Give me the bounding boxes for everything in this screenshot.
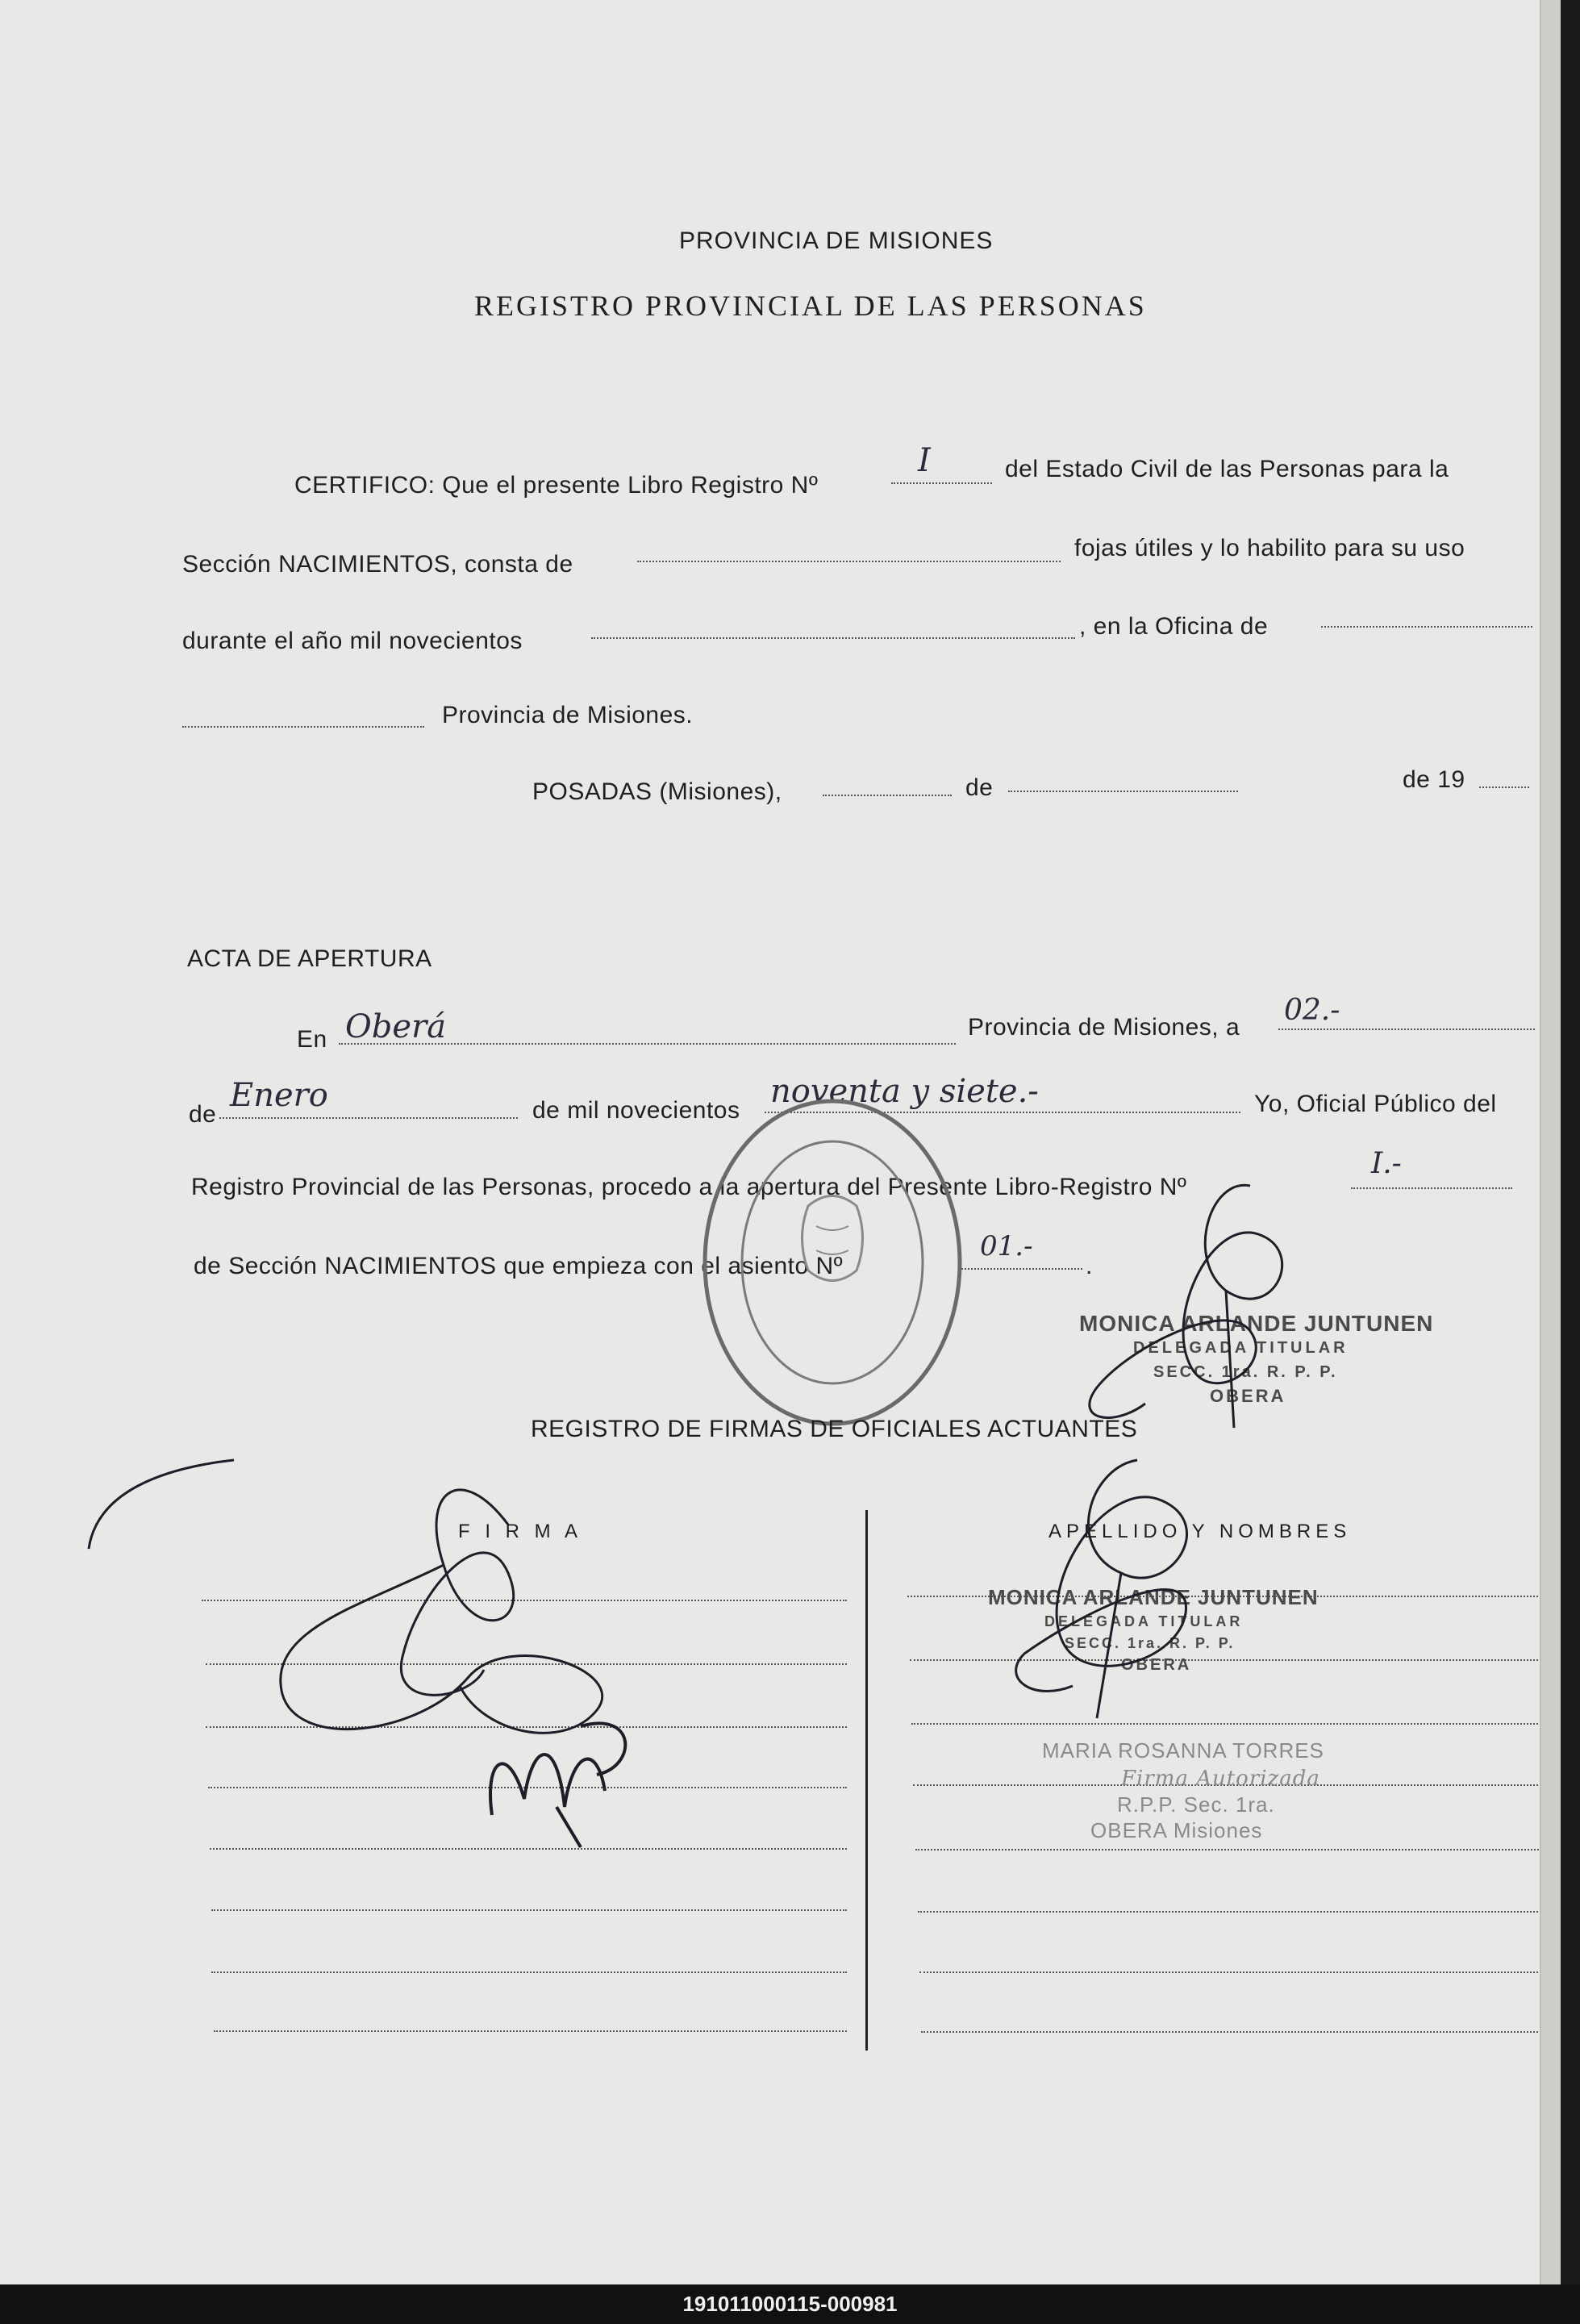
dotted-line xyxy=(1278,1028,1535,1030)
dotted-line xyxy=(891,482,992,484)
col-firma-header: F I R M A xyxy=(458,1521,583,1542)
dotted-line xyxy=(1008,791,1238,792)
acta-l2-c: Yo, Oficial Público del xyxy=(1254,1091,1497,1117)
dotted-line xyxy=(1321,626,1532,628)
firma-row xyxy=(214,2030,847,2032)
handwritten-month: Enero xyxy=(230,1077,328,1114)
cert-line3-a: durante el año mil novecientos xyxy=(182,628,523,654)
dotted-line xyxy=(1479,786,1529,788)
dotted-line xyxy=(637,561,1061,562)
acta-l4-a: de Sección NACIMIENTOS que empieza con el asiento Nº xyxy=(194,1253,844,1279)
names-row xyxy=(921,2031,1545,2033)
acta-l2-b: de mil novecientos xyxy=(532,1097,740,1124)
cert-line3-b: , en la Oficina de xyxy=(1079,613,1269,640)
acta-l1-a: En xyxy=(297,1026,327,1053)
province-heading: PROVINCIA DE MISIONES xyxy=(679,227,994,254)
registry-heading: REGISTRO PROVINCIAL DE LAS PERSONAS xyxy=(474,290,1147,322)
stamp-row2-name: MARIA ROSANNA TORRES xyxy=(1042,1738,1324,1763)
stamp-top-name: MONICA ARLANDE JUNTUNEN xyxy=(1079,1311,1434,1336)
cert-line1-a: CERTIFICO: Que el presente Libro Registro Nº xyxy=(294,472,819,499)
col-names-header: APELLIDO Y NOMBRES xyxy=(1048,1521,1352,1542)
names-row xyxy=(918,1911,1545,1913)
acta-l4-end: . xyxy=(1086,1253,1093,1279)
cert-line5-a: POSADAS (Misiones), xyxy=(532,778,782,805)
stamp-row2-sec: R.P.P. Sec. 1ra. xyxy=(1117,1792,1275,1817)
signature-firma-2-icon xyxy=(476,1694,653,1855)
acta-l1-b: Provincia de Misiones, a xyxy=(968,1014,1240,1041)
dotted-line xyxy=(182,726,424,728)
acta-l2-a: de xyxy=(189,1101,217,1128)
stamp-top-role: DELEGADA TITULAR xyxy=(1133,1339,1349,1357)
signature-top-icon xyxy=(1065,1162,1331,1436)
firma-row xyxy=(211,1971,847,1973)
dotted-line xyxy=(823,795,952,796)
handwritten-book-number: I xyxy=(918,442,931,479)
cert-line4: Provincia de Misiones. xyxy=(442,702,694,728)
handwritten-day: 02.- xyxy=(1284,994,1340,1027)
stamp-row1-role: DELEGADA TITULAR xyxy=(1044,1613,1244,1629)
firmas-title: REGISTRO DE FIRMAS DE OFICIALES ACTUANTES xyxy=(531,1416,1138,1442)
handwritten-entry-number: 01.- xyxy=(980,1230,1033,1262)
names-row xyxy=(919,1971,1545,1973)
stamp-row1-name: MONICA ARLANDE JUNTUNEN xyxy=(988,1585,1319,1609)
archive-code: 191011000115-000981 xyxy=(0,2284,1580,2324)
cert-line2-b: fojas útiles y lo habilito para su uso xyxy=(1074,535,1465,561)
stamp-row2-city: OBERA Misiones xyxy=(1090,1818,1263,1842)
cert-line2-a: Sección NACIMIENTOS, consta de xyxy=(182,551,573,578)
firma-row xyxy=(211,1909,847,1911)
names-row xyxy=(911,1723,1545,1725)
handwritten-place: Oberá xyxy=(345,1008,447,1045)
stamp-row2-role: Firma Autorizada xyxy=(1121,1767,1320,1791)
names-row xyxy=(915,1849,1545,1850)
stamp-row1-city: OBERA xyxy=(1121,1656,1192,1674)
official-seal-icon xyxy=(695,1093,969,1432)
handwritten-book-number-2: I.- xyxy=(1371,1147,1402,1180)
cert-line5-b: de xyxy=(965,774,994,801)
acta-title: ACTA DE APERTURA xyxy=(187,945,432,972)
signature-names-1-icon xyxy=(1000,1452,1258,1718)
stamp-top-city: OBERA xyxy=(1210,1386,1286,1406)
column-divider xyxy=(865,1510,868,2051)
book-page-edge xyxy=(1540,0,1561,2284)
acta-l3-a: Registro Provincial de las Personas, procedo a la apertura del Presente Libro-Registro Nº xyxy=(191,1174,1187,1200)
dotted-line xyxy=(591,637,1075,639)
cert-line5-c: de 19 xyxy=(1403,766,1465,793)
stamp-row1-sec: SECC. 1ra. R. P. P. xyxy=(1065,1635,1236,1651)
cert-line1-b: del Estado Civil de las Personas para la xyxy=(1005,456,1449,482)
dotted-line xyxy=(219,1117,518,1119)
handwritten-year: noventa y siete.- xyxy=(770,1073,1039,1110)
stamp-top-sec: SECC. 1ra. R. P. P. xyxy=(1153,1363,1338,1381)
dotted-line xyxy=(1351,1187,1512,1189)
